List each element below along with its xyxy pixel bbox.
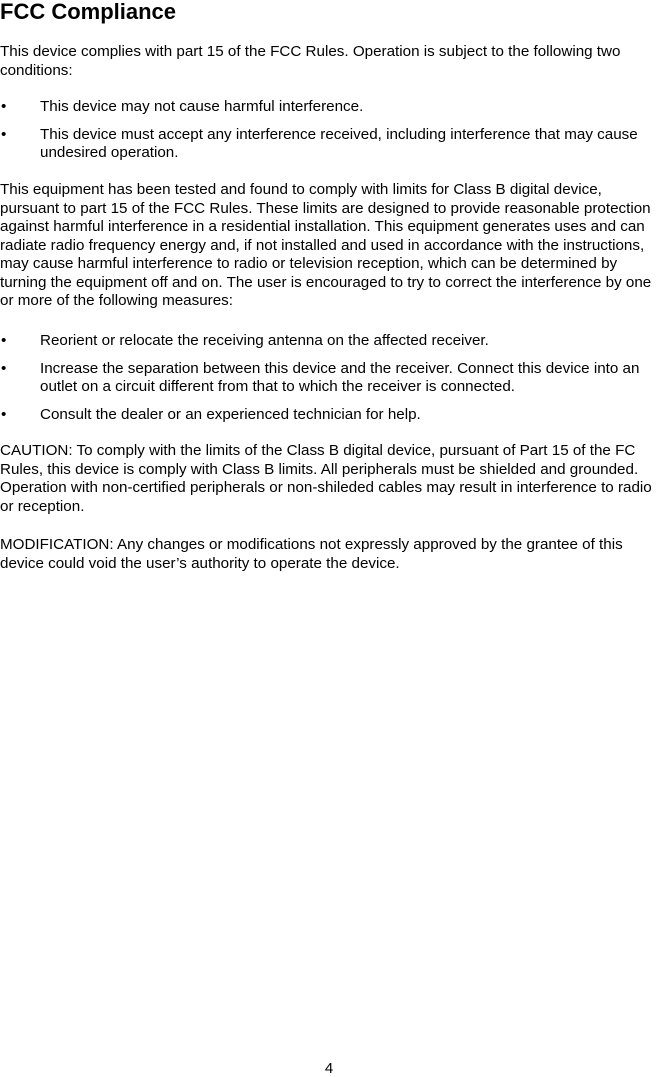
measure-text: Increase the separation between this device and the receiver. Connect this device into an outlet on a circuit different from that to which the receiver is connected. — [40, 359, 640, 395]
condition-text: This device may not cause harmful interference. — [40, 98, 364, 115]
modification-paragraph: MODIFICATION: Any changes or modifications not expressly approved by the grantee of this device could void the user’s authority to operate the device. — [0, 536, 623, 572]
measures-list — [0, 332, 658, 424]
condition-text: This device must accept any interference received, including interference that may cause undesired operation. — [40, 125, 638, 161]
bullet-icon: • — [1, 359, 7, 377]
bullet-icon: • — [1, 405, 7, 423]
conditions-list — [0, 98, 658, 163]
bullet-icon: • — [1, 332, 7, 349]
bullet-icon: • — [1, 125, 7, 143]
page-title: FCC Compliance — [0, 0, 177, 24]
list-item — [0, 332, 658, 351]
measure-text: Consult the dealer or an experienced technician for help. — [40, 405, 421, 423]
list-item — [0, 98, 658, 117]
caution-paragraph: CAUTION: To comply with the limits of the Class B digital device, pursuant of Part 15 of the FC Rules, this device is comply with Class B limits. All peripherals must be shielded and grounded. Operation with non-certified peripherals or non-shileded cables may result in interference to radio or reception. — [0, 442, 652, 515]
page-number: 4 — [324, 1060, 334, 1077]
list-item — [0, 406, 658, 425]
measure-text: Reorient or relocate the receiving antenna on the affected receiver. — [40, 332, 489, 349]
bullet-icon: • — [1, 98, 7, 115]
intro-paragraph: This device complies with part 15 of the FCC Rules. Operation is subject to the following two conditions: — [0, 43, 621, 79]
list-item — [0, 360, 658, 397]
list-item — [0, 126, 658, 163]
equipment-statement-paragraph: This equipment has been tested and found to comply with limits for Class B digital device, pursuant to part 15 of the FCC Rules. These limits are designed to provide reasonable protection against harmful interference in a residential installation. This equipment generates uses and can radiate radio frequency energy and, if not installed and used in accordance with the instructions, may cause harmful interference to radio or television reception, which can be determined by turning the equipment off and on. The user is encouraged to try to correct the interference by one or more of the following measures: — [0, 181, 652, 309]
